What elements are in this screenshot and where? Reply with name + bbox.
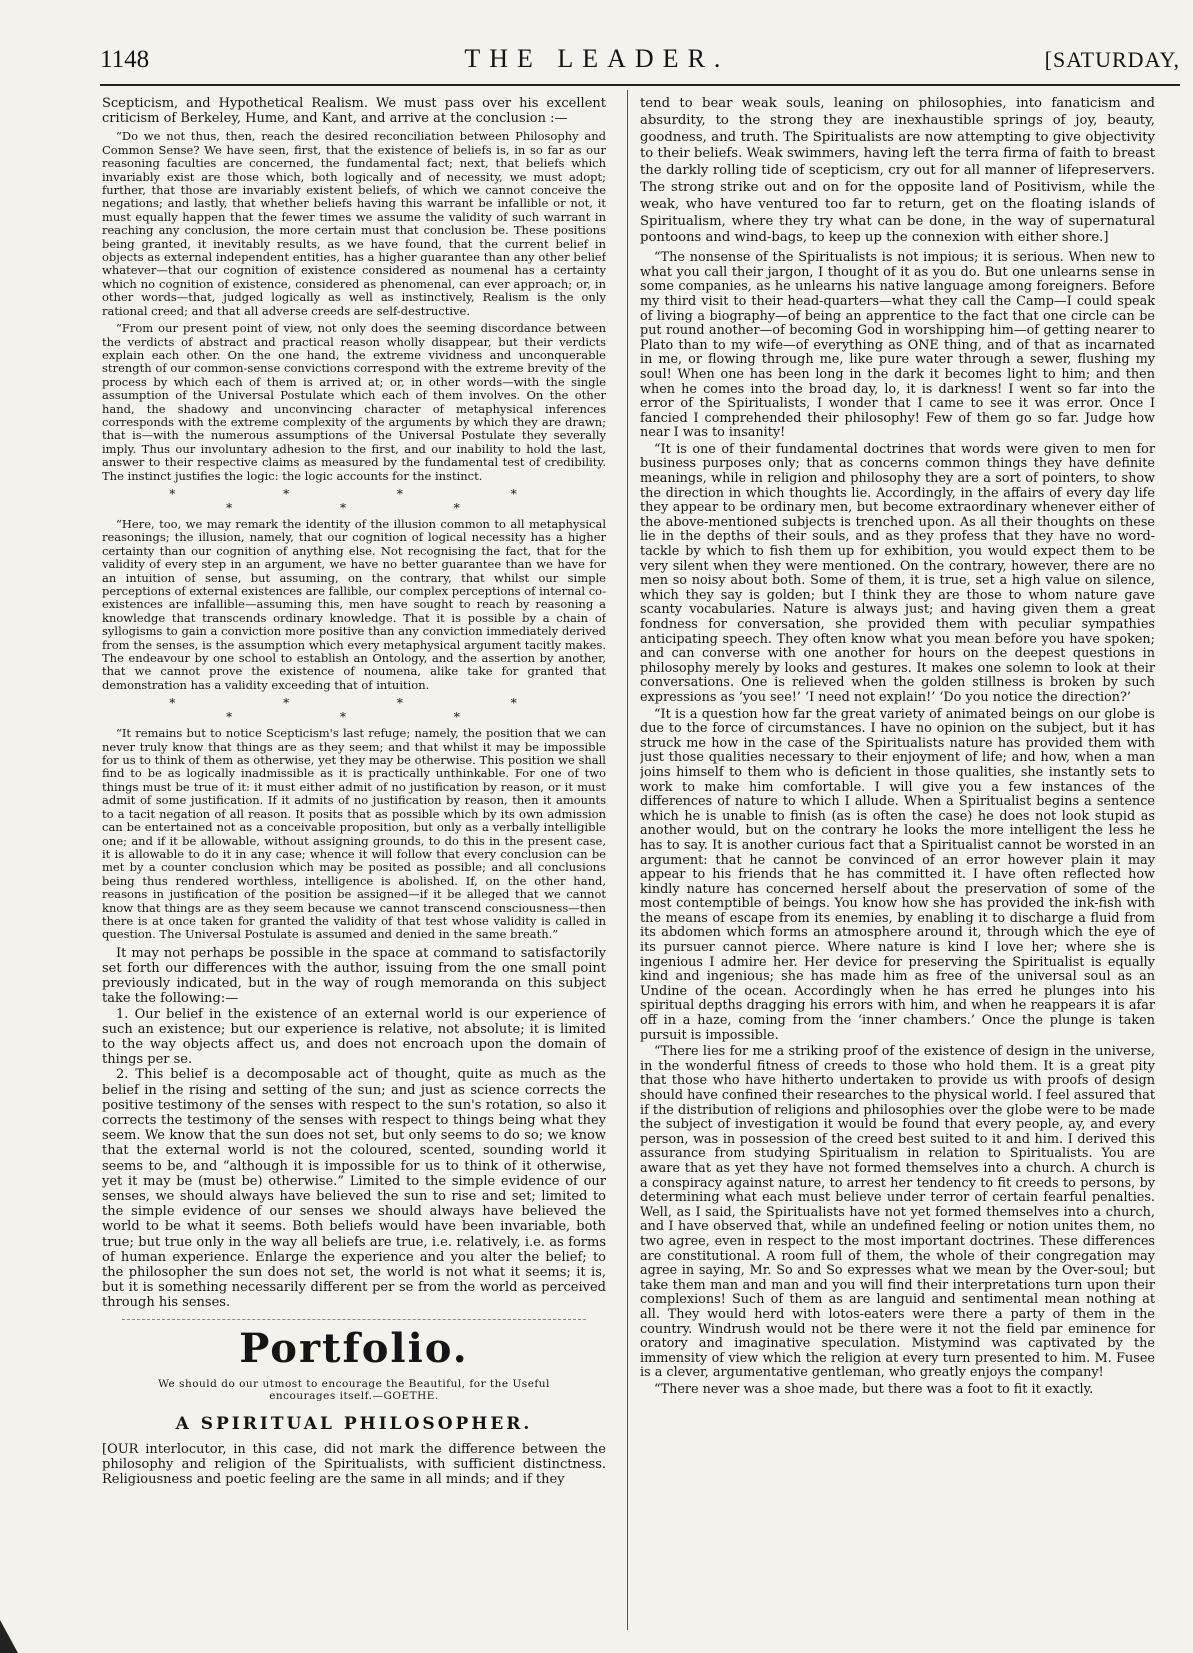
quote-paragraph: “It remains but to notice Scepticism's last refuge; namely, the position that we can never truly know that things are as they seem; and that whilst it may be impossible for us to think of them as otherwise, yet they may be otherwise. This position we shall find to be as logically inadmissible as it is practically unthinkable. For one of two things must be true of it: it must either admit of no justification by reason, or it must admit of some justification. If it admits of no justification by reason, then it amounts to a tacit negation of all reason. It posits that as possible which by its own admission can be entertained not as a conceivable proposition, but only as a verbally intelligible one; and if it be allowable, without assigning grounds, to do this in the present case, it is allowable to do it in any case; whence it will follow that every conclusion can be met by a counter conclusion which may be posited as possible; and all conclusions being thus rendered worthless, intelligence is abolished. If, on the other hand, reasons in justification of the position be assigned—if it be alleged that we cannot know that things are as they seem because we cannot transcend consciousness—then there is at once taken for granted the validity of that test whose validity is called in question. The Universal Postulate is assumed and denied in the same breath.” xyxy=(102,726,606,942)
issue-day: [SATURDAY, xyxy=(1044,47,1180,72)
right-column xyxy=(640,96,1155,1646)
article-title: A SPIRITUAL PHILOSOPHER. xyxy=(175,1413,533,1434)
article-intro: [OUR interlocutor, in this case, did not mark the difference between the philosophy and religion of the Spiritualists, with sufficient distinctness. Religiousness and poetic feeling are the same in all minds; and if they xyxy=(102,1441,606,1488)
body-paragraph: 2. This belief is a decomposable act of thought, quite as much as the belief in the rising and setting of the sun; and just as science corrects the positive testimony of the senses with respect to the sun's rotation, so also it corrects the testimony of the senses with respect to things being what they seem. We know that the sun does not set, but only seems to do so; we know that the external world is not the coloured, scented, sounding world it seems to be, and “although it is impossible for us to think of it otherwise, yet it may be (must be) otherwise.” Limited to the simple evidence of our senses, we should always have believed the sun to rise and set; limited to the simple evidence of our senses we should always have believed the world to be what it seems. Both beliefs would have been invariable, both true; but true only in the way all beliefs are true, i.e. relatively, i.e. as forms of human experience. Enlarge the experience and you alter the belief; to the philosopher the sun does not set, the world is not what it seems; it is, but it is something necessarily different per se from the world as perceived through his senses. xyxy=(102,1067,606,1311)
body-paragraph: It may not perhaps be possible in the space at command to satisfactorily set forth our differences with the author, issuing from the one small point previously indicated, but in the way of rough memoranda on this subject take the following:— xyxy=(102,945,606,1007)
quote-paragraph: “There never was a shoe made, but there was a foot to fit it exactly. xyxy=(654,1381,1094,1397)
continuation-paragraph: tend to bear weak souls, leaning on philosophies, into fanaticism and absurdity, to the strong they are inexhaustible springs of joy, beauty, goodness, and truth. The Spiritualists are now attempting to give objectivity to their beliefs. Weak swimmers, having left the terra firma of faith to breast the darkly rolling tide of scepticism, cry out for all manner of lifepreservers. The strong strike out and on for the opposite land of Positivism, while the weak, who have ventured too far to return, get on the floating islands of Spiritualism, where they try what can be done, in the way of supernatural pontoons and wind-bags, to keep up the connexion with either shore.] xyxy=(640,96,1155,246)
column-divider xyxy=(627,90,628,1630)
newspaper-title: THE LEADER. xyxy=(464,44,730,73)
quote-paragraph: “Do we not thus, then, reach the desired reconciliation between Philosophy and Common Sense? We have seen, first, that the existence of beliefs is, in so far as our reasoning faculties are concerned, the fundamental fact; next, that beliefs which invariably exist are those which, both logically and of necessity, we must adopt; further, that those are invariably existent beliefs, of which we cannot conceive the negations; and lastly, that whether beliefs having this warrant be infallible or not, it must equally happen that the fewer times we assume the validity of such warrant in reaching any conclusion, the more certain must that conclusion be. These positions being granted, it inevitably results, as we have found, that the current belief in objects as external independent entities, has a higher guarantee than any other belief whatever—that our cognition of existence considered as noumenal has a certainty which no cognition of existence, considered as phenomenal, can ever approach; or, in other words—that, judged logically as well as instinctively, Realism is the only rational creed; and that all adverse creeds are self-destructive. xyxy=(102,129,606,318)
scan-corner-mark xyxy=(0,1620,18,1653)
section-stars: * * * * * * * xyxy=(169,696,569,725)
quote-paragraph: “From our present point of view, not only does the seeming discordance between the verdicts of abstract and practical reason wholly disappear, but their verdicts explain each other. On the one hand, the extreme vividness and unconquerable strength of our common-sense convictions correspond with the extreme brevity of the process by which each of them is arrived at; or, in other words—with the single assumption of the Universal Postulate which each of them involves. On the other hand, the shadowy and unconvincing character of metaphysical inferences corresponds with the extreme complexity of the arguments by which they are drawn; that is—with the numerous assumptions of the Universal Postulate they severally imply. Thus our involuntary adhesion to the first, and our inability to hold the last, answer to their respective claims as measured by the fundamental test of credibility. The instinct justifies the logic: the logic accounts for the instinct. xyxy=(102,321,606,483)
body-paragraph: 1. Our belief in the existence of an external world is our experience of such an existence; but our experience is relative, not absolute; it is limited to the way objects affect us, and does not encroach upon the domain of things per se. xyxy=(102,1006,606,1068)
quote-paragraph: “There lies for me a striking proof of the existence of design in the universe, in the wonderful fitness of creeds to those who hold them. It is a great pity that those who have hitherto undertaken to provide us with proofs of design should have confined their researches to the physical world. I feel assured that if the distribution of religions and philosophies over the globe were to be made the subject of investigation it would be found that every people, ay, and every person, was in possession of the creed best suited to it and him. I derived this assurance from studying Spiritualism in relation to Spiritualists. You are aware that as yet they have not formed themselves into a church. A church is a conspiracy against nature, to arrest her tendency to fit creeds to persons, by determining what each must believe under terror of certain fearful penalties. Well, as I said, the Spiritualists have not yet formed themselves into a church, and I have observed that, while an undefined feeling or notion unites them, no two agree, even in respect to the most important doctrines. These differences are constitutional. A room full of them, the whole of their congregation may agree in saying, Mr. So and So expresses what we mean by the Over-soul; but take them man and man and you will find their interpretations turn upon their complexions! Such of them as are languid and sentimental mean nothing at all. They would herd with lotos-eaters were there a party of them in the country. Windrush would not be there were it not the field par eminence for oratory and imaginative speculation. Mistymind was captivated by the immensity of view which the religion at every turn presented to him. M. Fusee is a clever, argumentative gentleman, who greatly enjoys the company! xyxy=(640,1044,1155,1381)
section-stars: * * * * * * * xyxy=(169,486,569,515)
masthead xyxy=(100,44,1180,86)
portfolio-motto: We should do our utmost to encourage the Beautiful, for the Useful encourages itself.—GOETHE. xyxy=(158,1377,550,1402)
portfolio-heading: Portfolio. xyxy=(239,1324,469,1372)
quote-paragraph: “It is a question how far the great variety of animated beings on our globe is due to the force of circumstances. I have no opinion on the subject, but it has struck me how in the case of the Spiritualists nature has provided them with just those qualities necessary to their enjoyment of life; and how, when a man joins himself to them who is deficient in those qualities, she instantly sets to work to make him comfortable. I will give you a few instances of the differences of nature to which I allude. When a Spiritualist begins a sentence which he is unable to finish (as is often the case) he does not look stupid as another would, but on the contrary he looks the more intelligent the less he has to say. It is another curious fact that a Spiritualist cannot be worsted in an argument: that he cannot be convinced of an error however plain it may appear to his friends that he has committed it. I have often reflected how kindly nature has concerned herself about the preservation of some of the most contemptible of beings. You know how she has provided the ink-fish with the means of escape from its enemies, by enabling it to discharge a fluid from its abdomen which forms an atmosphere around it, through which the eye of its pursuer cannot pierce. Where nature is kind I love her; where she is ingenious I admire her. Her device for preserving the Spiritualist is equally kind and ingenious; she has made him as free of the universal soul as an Undine of the ocean. Accordingly when he has erred he plunges into his spiritual depths dragging his errors with him, and when he reappears it is afar off in a haze, coming from the ‘inner chambers.’ Once the plunge is taken pursuit is impossible. xyxy=(640,706,1155,1043)
quote-paragraph: “The nonsense of the Spiritualists is not impious; it is serious. When new to what you call their jargon, I thought of it as you do. But one unlearns sense in some companies, as he unlearns his native language among foreigners. Before my third visit to their head-quarters—what they call the Camp—I could speak of living a biography—of being an apprentice to the fact that one circle can be put round another—of becoming God in worshipping him—of getting nearer to Plato than to my wife—of everything as ONE thing, and of that as incarnated in me, or flowing through me, like pure water through a sewer, flushing my soul! When one has been long in the dark it becomes light to him; and then when he comes into the broad day, lo, it is darkness! I went so far into the error of the Spiritualists, I wonder that I came to see it was error. Once I fancied I comprehended their philosophy! Few of them go so far. Judge how near I was to insanity! xyxy=(640,250,1155,441)
quote-paragraph: “It is one of their fundamental doctrines that words were given to men for business purposes only; that as concerns common things they have definite meanings, while in religion and philosophy they are a sort of pointers, to show the direction in which thoughts lie. Accordingly, in the affairs of every day life they appear to be ordinary men, but become extraordinary whenever either of the above-mentioned subjects is trenched upon. As all their thoughts on these lie in the depths of their souls, and as they profess that they have no word-tackle by which to fish them up for exhibition, you would expect them to be very silent when they were mentioned. On the contrary, however, there are no men so noisy about both. Some of them, it is true, set a high value on silence, which they say is golden; but I think they are those to whom nature gave scanty vocabularies. Nature is always just; and having given them a great fondness for conversation, she provided them with peculiar sympathies anticipating speech. They often know what you mean before you have spoken; and can converse with one another for hours on the deepest questions in philosophy merely by looks and gestures. It makes one solemn to look at their conversations. One is relieved when the golden stillness is broken by such expressions as ‘you see!’ ‘I need not explain!’ ‘Do you notice the direction?’ xyxy=(640,441,1155,705)
section-separator xyxy=(122,1319,586,1320)
page-number: 1148 xyxy=(100,46,150,73)
quote-paragraph: “Here, too, we may remark the identity of the illusion common to all metaphysical reasonings; the illusion, namely, that our cognition of logical necessity has a higher certainty than our cognition of anything else. Not recognising the fact, that for the validity of every step in an argument, we have no better guarantee than we have for an intuition of sense, but assuming, on the contrary, that whilst our simple perceptions of external existences are fallible, our complex perceptions of internal co-existences are infallible—assuming this, men have sought to reach by reasoning a knowledge that transcends ordinary knowledge. That it is possible by a chain of syllogisms to gain a conviction more positive than any conviction immediately derived from the senses, is the assumption which every metaphysical argument tacitly makes. The endeavour by one school to establish an Ontology, and the assertion by another, that we cannot prove the existence of noumena, alike take for granted that demonstration has a validity exceeding that of intuition. xyxy=(102,516,606,692)
left-column xyxy=(102,96,606,1626)
intro-paragraph: Scepticism, and Hypothetical Realism. We must pass over his excellent criticism of Berkeley, Hume, and Kant, and arrive at the conclusion :— xyxy=(102,96,606,127)
